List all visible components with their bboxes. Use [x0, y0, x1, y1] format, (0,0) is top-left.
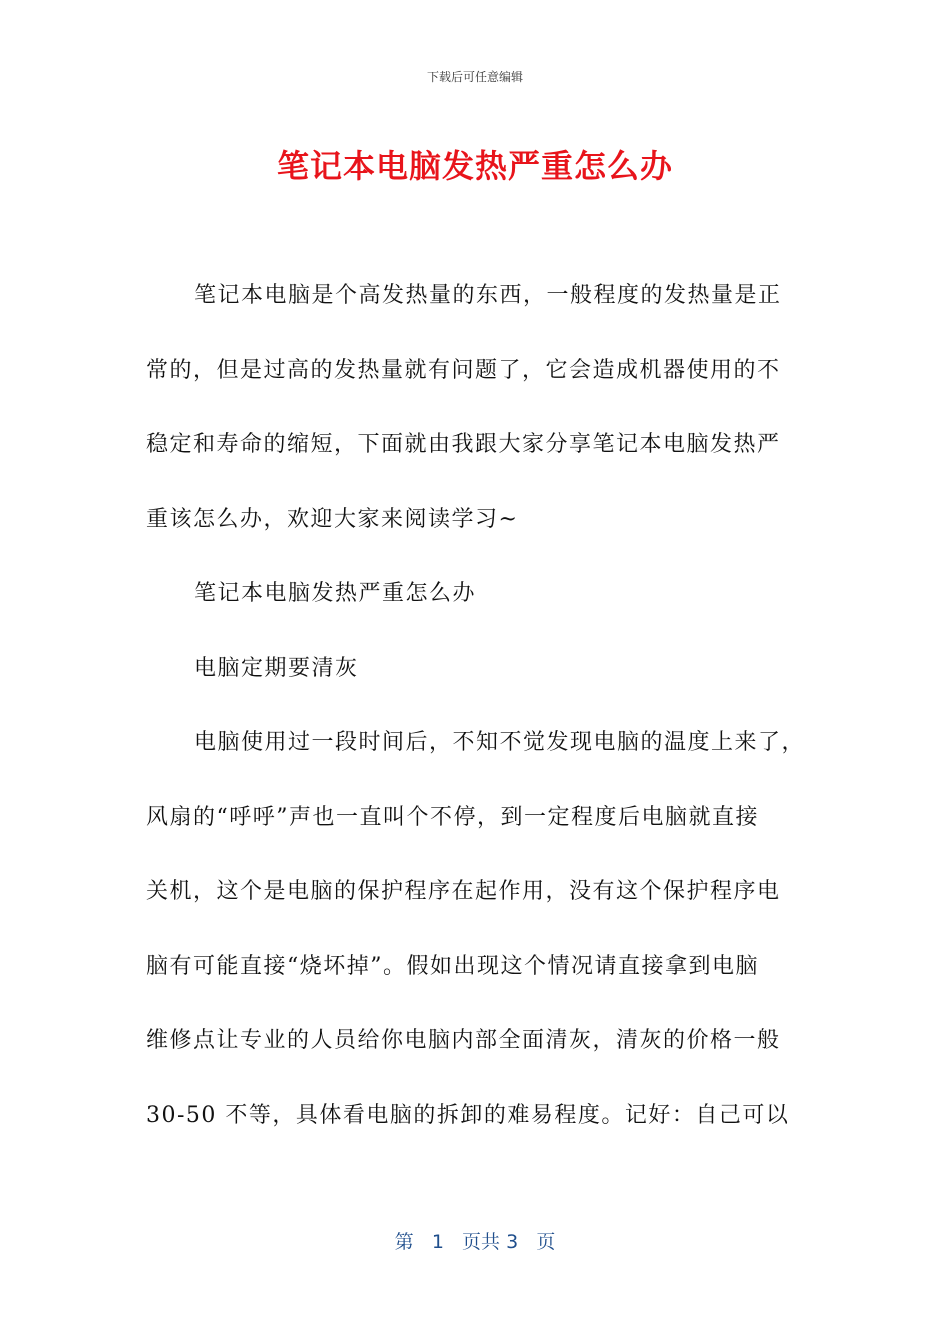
document-body [146, 272, 806, 1166]
body-line: 重该怎么办，欢迎大家来阅读学习~ [146, 506, 519, 532]
page-footer [0, 1227, 950, 1254]
body-line: 关机，这个是电脑的保护程序在起作用，没有这个保护程序电 [146, 879, 781, 904]
body-line: 稳定和寿命的缩短，下面就由我跟大家分享笔记本电脑发热严 [146, 432, 781, 457]
subsection-heading: 电脑定期要清灰 [194, 655, 359, 681]
body-line: 电脑使用过一段时间后，不知不觉发现电脑的温度上来了， [194, 730, 806, 755]
page-label-middle: 页共 [462, 1231, 501, 1253]
current-page-number: 1 [431, 1231, 444, 1253]
body-line: 笔记本电脑是个高发热量的东西，一般程度的发热量是正 [194, 283, 782, 308]
body-line: 脑有可能直接“烧坏掉”。假如出现这个情况请直接拿到电脑 [146, 953, 759, 979]
body-line: 常的，但是过高的发热量就有问题了，它会造成机器使用的不 [146, 357, 781, 383]
page-label-prefix: 第 [394, 1231, 414, 1253]
header-note: 下载后可任意编辑 [426, 70, 523, 84]
body-line: 30-50 不等，具体看电脑的拆卸的难易程度。记好：自己可以 [146, 1102, 790, 1128]
body-line: 风扇的“呼呼”声也一直叫个不停，到一定程度后电脑就直接 [146, 804, 759, 830]
document-title: 笔记本电脑发热严重怎么办 [276, 147, 673, 185]
total-pages-number: 3 [506, 1231, 519, 1253]
section-heading: 笔记本电脑发热严重怎么办 [194, 581, 477, 606]
page-label-suffix: 页 [536, 1231, 556, 1253]
body-line: 维修点让专业的人员给你电脑内部全面清灰，清灰的价格一般 [146, 1028, 781, 1053]
